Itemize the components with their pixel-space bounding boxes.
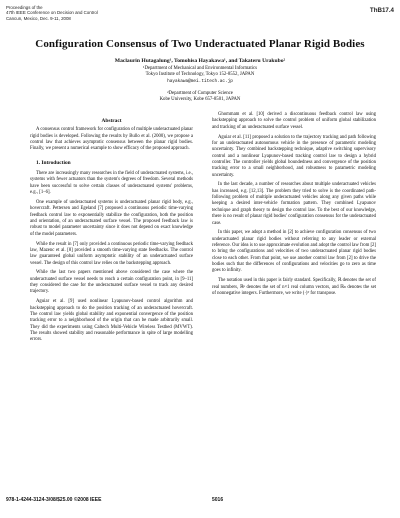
intro-paragraph-1: There are increasingly many researches in the field of underactuated systems, i.e., systems with fewer actuators than the system's degrees of freedom. Several methods have been successful to solve certain classes of underactuated systems' problems, e.g., [1–6]. [30,171,193,196]
affiliation-1 [0,66,400,85]
paper-authors: Maclaurin Hutagalung¹, Tomohisa Hayakawa¹, and Takateru Urakubo² [114,58,286,64]
left-column [30,118,193,347]
affiliation-2 [0,91,400,104]
right-paragraph-1: Ghommam et al. [10] derived a discontinuous feedback control law using backstepping approach to solve the control problem of uniform global stabilization and tracking of an underactuated surface vessel. [212,112,376,130]
right-paragraph-2: Aguiar et al. [11] proposed a solution to the trajectory tracking and path following for an underactuated autonomous vehicle in the presence of parametric modeling uncertainty. They combined backstepping technique, adaptive switching supervisory control and a nonlinear Lyapunov-based tracking control law to design a hybrid controller. The controller yields global boundedness and convergence of the position tracking error to a small neighborhood, and robustness to parametric modeling uncertainty. [212,134,376,178]
intro-paragraph-5: Aguiar et al. [9] used nonlinear Lyapunov-based control algorithm and backstepping approach to do the position tracking of an underactuated hovercraft. The control law yields global stability and exponential convergence of the position tracking error to a neighborhood of the origin that can be made arbitrarily small. They did the experiments using Caltech Multi-Vehicle Wireless Testbed (MVWT). The results showed stability and reasonable performance in spite of large modelling errors. [30,299,193,343]
affiliation-2-inst: Kobe University, Kobe 657-8501, JAPAN [159,97,241,103]
session-code: ThB17.4 [369,7,394,14]
affiliation-1-dept: ¹Department of Mechanical and Environmental Informatics [143,66,257,71]
conference-line-2: 47th IEEE Conference on Decision and Control [6,10,98,16]
conference-header [6,5,98,21]
intro-paragraph-3: While the result in [7] only provided a continuous periodic time-varying feedback law, Mazenc et al. [8] provided a smooth time-varying state feedbacks. The control law guaranteed global uniform asymptotic stability of an underactuated surface vessel. The design of this control law relies on the backstepping approach. [30,241,193,266]
abstract-heading: Abstract [101,118,122,124]
abstract-text: A consensus control framework for configuration of multiple underactuated planar rigid bodies is developed. Following the results by Bullo et al. (2000), we propose a control law that achieves asymptotic consensus between the planar rigid bodies. Finally, we present a numerical example to show efficacy of the proposed approach. [30,127,193,152]
right-paragraph-5: The notation used in this paper is fairly standard. Specifically, ℝ denotes the set of real numbers, ℝⁿ denotes the set of n×1 real column vectors, and ℝₕ denotes the set of nonnegative integers. Furthermore, we write (·)ᵀ for transpose. [212,278,376,296]
affiliation-1-inst: Tokyo Institute of Technology, Tokyo 152-8552, JAPAN [145,72,255,78]
right-column [212,112,376,301]
right-paragraph-4: In this paper, we adopt a method in [2] to achieve configuration consensus of two underactuated planar rigid bodies without referring to any leader or external reference. Our idea is to use approximate evolution and adopt the control law from [2] to bring the configurations and velocities of two underactuated planar rigid bodies close to each other. From that point, we use another control law from [2] to drive the bodies such that the differences of configurations and velocities go to zero as time goes to infinity. [212,230,376,274]
conference-line-1: Proceedings of the [6,5,43,10]
intro-paragraph-2: One example of underactuated systems is underactuated planar rigid body, e.g., hovercraft. Pettersen and Egeland [7] proposed a continuous periodic time-varying feedback control law to exponentially stabilize the configuration, both the position and orientation, of an underactuated surface vessel. The proposed feedback law is robust to model parameter uncertainty since it does not depend on exact knowledge of the model parameters. [30,199,193,237]
paper-title: Configuration Consensus of Two Underactuated Planar Rigid Bodies [35,38,365,50]
right-paragraph-3: In the last decade, a number of researches about multiple underactuated vehicles has increased, e.g. [12,13]. The problem they tried to solve is the coordinated path-following problem of multiple underactuated vehicles along any given paths while keeping a desired inter-vehicle formation pattern. They combined Lyapunov technique and graph theory to design the control law. To the best of our knowledge, there is no result of planar rigid bodies' configuration consensus for the underactuated case. [212,182,376,226]
intro-paragraph-4: While the last two papers mentioned above considered the case where the underactuated surface vessel needs to reach a certain configuration point, in [9–11] they considered the case for the underactuated surface vessel to track any desired trajectory. [30,270,193,295]
isbn-footer: 978-1-4244-3124-3/08/$25.00 ©2008 IEEE [6,497,102,503]
page-number: 5016 [212,497,224,503]
section-heading-introduction: 1. Introduction [36,159,71,166]
conference-line-3: Cancun, Mexico, Dec. 9-11, 2008 [6,15,71,21]
affiliation-2-dept: ²Department of Computer Science [167,91,233,96]
author-email: hayakawa@mei.titech.ac.jp [167,78,233,84]
